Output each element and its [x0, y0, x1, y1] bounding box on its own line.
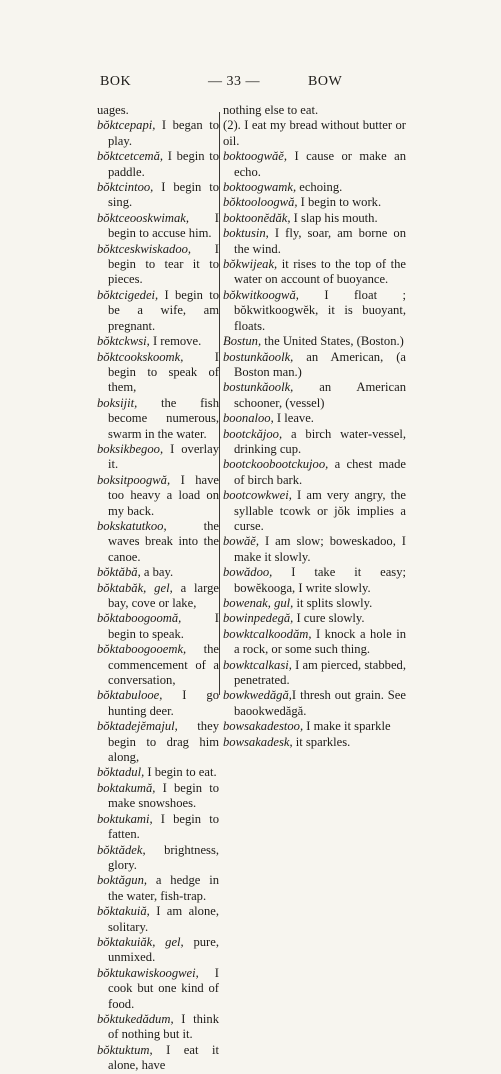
- entry-headword: bŏktcepapi,: [97, 118, 156, 133]
- entry-headword: bŏktukawiskoogwei,: [97, 965, 199, 980]
- dictionary-entry: [223, 350, 406, 381]
- entry-headword: boktoogwăĕ,: [223, 149, 288, 164]
- entry-definition: nothing else to eat.: [223, 103, 319, 117]
- dictionary-entry: [97, 1012, 219, 1043]
- dictionary-entry: [97, 118, 219, 149]
- dictionary-entry: [97, 103, 219, 118]
- dictionary-entry: [97, 288, 219, 334]
- dictionary-entry: [97, 611, 219, 642]
- dictionary-entry: [223, 534, 406, 565]
- entry-headword: boktukami,: [97, 811, 153, 826]
- entry-headword: bŏktabăk, gel,: [97, 580, 173, 595]
- entry-headword: bŏktckwsi,: [97, 334, 150, 349]
- dictionary-entry: [223, 380, 406, 411]
- entry-definition: the waves break into the canoe.: [108, 518, 219, 564]
- dictionary-entry: [97, 642, 219, 688]
- entry-definition: an American schooner, (vessel): [234, 380, 406, 410]
- dictionary-entry: [97, 211, 219, 242]
- entry-definition: I have too heavy a load on my back.: [108, 472, 219, 518]
- dictionary-entry: [97, 765, 219, 780]
- dictionary-entry: [97, 519, 219, 565]
- entry-headword: boksijit,: [97, 395, 138, 410]
- entry-definition: I begin to sing.: [108, 180, 219, 210]
- entry-definition: I cure slowly.: [293, 611, 365, 626]
- entry-definition: a bay.: [140, 565, 174, 580]
- dictionary-entry: [223, 118, 406, 149]
- entry-headword: bŏktadul,: [97, 765, 145, 780]
- entry-definition: I leave.: [273, 411, 314, 426]
- entry-headword: bŏktaboogooemk,: [97, 642, 187, 657]
- entry-definition: the fish become numerous, swarm in the water.: [108, 395, 219, 441]
- entry-headword: boksitpoogwă,: [97, 472, 171, 487]
- entry-headword: bowăĕ,: [223, 534, 260, 549]
- dictionary-entry: [223, 457, 406, 488]
- entry-definition: I begin to speak.: [108, 611, 219, 641]
- dictionary-entry: [223, 488, 406, 534]
- entry-definition: I begin to be a wife, am pregnant.: [108, 287, 219, 333]
- entry-headword: boksikbegoo,: [97, 441, 164, 456]
- entry-headword: boktakumă,: [97, 780, 156, 795]
- dictionary-entry: [223, 211, 406, 226]
- page-number: — 33 —: [208, 74, 260, 89]
- dictionary-entry: [223, 103, 406, 118]
- entry-headword: bŏkwijeak,: [223, 257, 278, 272]
- dictionary-entry: [223, 627, 406, 658]
- left-guide-word: BOK: [100, 74, 132, 89]
- entry-headword: bostunkăoolk,: [223, 380, 294, 395]
- entry-headword: bootcowkwei,: [223, 488, 292, 503]
- entry-headword: bŏktcetcemă,: [97, 149, 164, 164]
- dictionary-entry: [223, 411, 406, 426]
- dictionary-entry: [97, 966, 219, 1012]
- entry-definition: it rises to the top of the water on account of buoyance.: [234, 257, 406, 287]
- entry-definition: the commencement of a conversation,: [108, 642, 219, 688]
- entry-headword: bŏktakuiăk, gel,: [97, 934, 184, 949]
- entry-definition: I am alone, solitary.: [108, 904, 219, 934]
- entry-definition: they begin to drag him along,: [108, 719, 219, 765]
- dictionary-entry: [97, 1043, 219, 1074]
- dictionary-entry: [223, 658, 406, 689]
- dictionary-entry: [97, 781, 219, 812]
- entry-definition: (2). I eat my bread without butter or oil.: [223, 118, 406, 148]
- entry-headword: bŏktaboogoomă,: [97, 611, 182, 626]
- entry-definition: uages.: [97, 103, 129, 117]
- entry-definition: I thresh out grain. See baookwedăgă.: [234, 688, 406, 718]
- entry-headword: boktoogwamk,: [223, 180, 297, 195]
- entry-definition: I cook but one kind of food.: [108, 965, 219, 1011]
- entry-definition: I began to play.: [108, 118, 219, 148]
- entry-definition: it splits slowly.: [293, 596, 373, 610]
- entry-definition: I float ; bŏkwitkoogwĕk, it is buoyant, floats.: [234, 287, 406, 333]
- entry-definition: a large bay, cove or lake,: [108, 580, 219, 610]
- entry-definition: I begin to accuse him.: [108, 210, 219, 241]
- entry-headword: bowktcalkoodăm,: [223, 626, 312, 641]
- entry-headword: bŏktădek,: [97, 842, 146, 857]
- dictionary-entry: [97, 812, 219, 843]
- dictionary-entry: [97, 719, 219, 765]
- entry-definition: I take it easy; bowĕkooga, I write slowly.: [234, 565, 406, 595]
- dictionary-entry: [97, 442, 219, 473]
- entry-headword: bowkwedăgă,: [223, 688, 292, 703]
- entry-definition: I think of nothing but it.: [108, 1011, 219, 1042]
- entry-definition: a hedge in the water, fish-trap.: [108, 873, 219, 903]
- entry-definition: brightness, glory.: [108, 842, 219, 872]
- entry-definition: I eat it alone, have: [108, 1042, 219, 1073]
- dictionary-entry: [97, 873, 219, 904]
- entry-headword: boktoonĕdăk,: [223, 210, 291, 225]
- right-guide-word: BOW: [308, 74, 343, 89]
- dictionary-entry: [97, 149, 219, 180]
- dictionary-entry: [223, 427, 406, 458]
- entry-headword: bŏktooloogwă,: [223, 195, 298, 210]
- entry-definition: I begin to speak of them,: [108, 349, 219, 395]
- entry-definition: I fly, soar, am borne on the wind.: [234, 226, 406, 256]
- entry-definition: I begin to work.: [297, 195, 382, 210]
- dictionary-entry: [97, 473, 219, 519]
- entry-definition: I remove.: [149, 334, 202, 349]
- entry-definition: I make it sparkle: [303, 719, 391, 734]
- entry-headword: bŏktceskwiskadoo,: [97, 241, 192, 256]
- entry-headword: bowădoo,: [223, 565, 273, 580]
- dictionary-entry: [97, 843, 219, 874]
- entry-definition: I am slow; boweskadoo, I make it slowly.: [234, 534, 406, 564]
- dictionary-entry: [223, 149, 406, 180]
- dictionary-entry: [223, 719, 406, 734]
- dictionary-entry: [223, 688, 406, 719]
- entry-headword: bŏktcigedei,: [97, 287, 159, 302]
- dictionary-entry: [97, 935, 219, 966]
- entry-definition: echoing.: [296, 180, 343, 195]
- entry-headword: bŏktabulooe,: [97, 688, 163, 703]
- entry-headword: bŏktăbă,: [97, 565, 141, 580]
- dictionary-entry: [223, 180, 406, 195]
- entry-definition: I go hunting deer.: [108, 688, 219, 718]
- entry-headword: boonaloo,: [223, 411, 274, 426]
- entry-headword: bŏktakuiă,: [97, 904, 150, 919]
- entry-headword: bokskatutkoo,: [97, 518, 167, 533]
- dictionary-entry: [97, 581, 219, 612]
- page-header: [0, 74, 501, 94]
- entry-definition: an American, (a Boston man.): [234, 349, 406, 379]
- entry-definition: I knock a hole in a rock, or some such thing.: [234, 626, 406, 657]
- entry-headword: bŏktcintoo,: [97, 180, 154, 195]
- entry-headword: bostunkăoolk,: [223, 349, 294, 364]
- entry-definition: I cause or make an echo.: [234, 149, 406, 179]
- entry-headword: bootckoobootckujoo,: [223, 457, 329, 472]
- dictionary-entry: [97, 688, 219, 719]
- entry-headword: bowsakadestoo,: [223, 719, 304, 734]
- entry-headword: bŏktcookskoomk,: [97, 349, 184, 364]
- right-column: [223, 103, 406, 750]
- entry-definition: pure, unmixed.: [108, 934, 219, 965]
- entry-definition: it sparkles.: [292, 734, 351, 749]
- entry-definition: I am pierced, stabbed, penetrated.: [234, 657, 406, 688]
- dictionary-entry: [223, 288, 406, 334]
- dictionary-entry: [223, 611, 406, 626]
- entry-definition: I begin to paddle.: [108, 149, 219, 179]
- column-divider: [219, 112, 220, 695]
- dictionary-entry: [97, 242, 219, 288]
- entry-headword: bŏktadejĕmajul,: [97, 719, 178, 734]
- entry-headword: bowktcalkasi,: [223, 657, 292, 672]
- entry-definition: a chest made of birch bark.: [234, 457, 406, 487]
- dictionary-entry: [223, 257, 406, 288]
- dictionary-entry: [223, 735, 406, 750]
- entry-definition: I begin to make snowshoes.: [108, 780, 219, 811]
- dictionary-entry: [97, 180, 219, 211]
- entry-headword: bŏktceooskwimak,: [97, 210, 189, 225]
- dictionary-entry: [223, 596, 406, 611]
- entry-headword: bowinpedegă,: [223, 611, 294, 626]
- dictionary-entry: [223, 195, 406, 210]
- entry-headword: bowenak, gul,: [223, 596, 294, 610]
- entry-definition: the United States, (Boston.): [261, 334, 404, 349]
- dictionary-entry: [97, 565, 219, 580]
- entry-headword: boktusin,: [223, 226, 269, 241]
- entry-headword: Bostun,: [223, 334, 262, 349]
- left-column: [97, 103, 219, 1074]
- entry-headword: bŏkwitkoogwă,: [223, 287, 299, 302]
- entry-headword: bŏktukedădum,: [97, 1011, 174, 1026]
- entry-headword: bowsakadesk,: [223, 734, 293, 749]
- dictionary-entry: [97, 350, 219, 396]
- entry-headword: bootckăjoo,: [223, 426, 283, 441]
- entry-headword: boktăgun,: [97, 873, 148, 888]
- entry-definition: I overlay it.: [108, 441, 219, 472]
- dictionary-entry: [97, 334, 219, 349]
- entry-definition: a birch water-vessel, drinking cup.: [234, 426, 406, 456]
- entry-definition: I begin to eat.: [144, 765, 217, 780]
- dictionary-entry: [223, 226, 406, 257]
- dictionary-entry: [223, 565, 406, 596]
- entry-definition: I begin to tear it to pieces.: [108, 241, 219, 287]
- entry-headword: bŏktuktum,: [97, 1042, 153, 1057]
- dictionary-entry: [97, 396, 219, 442]
- dictionary-entry: [223, 334, 406, 349]
- entry-definition: I slap his mouth.: [290, 210, 378, 225]
- entry-definition: I begin to fatten.: [108, 811, 219, 842]
- entry-definition: I am very angry, the syllable tcowk or jŏk implies a curse.: [234, 488, 406, 533]
- dictionary-entry: [97, 904, 219, 935]
